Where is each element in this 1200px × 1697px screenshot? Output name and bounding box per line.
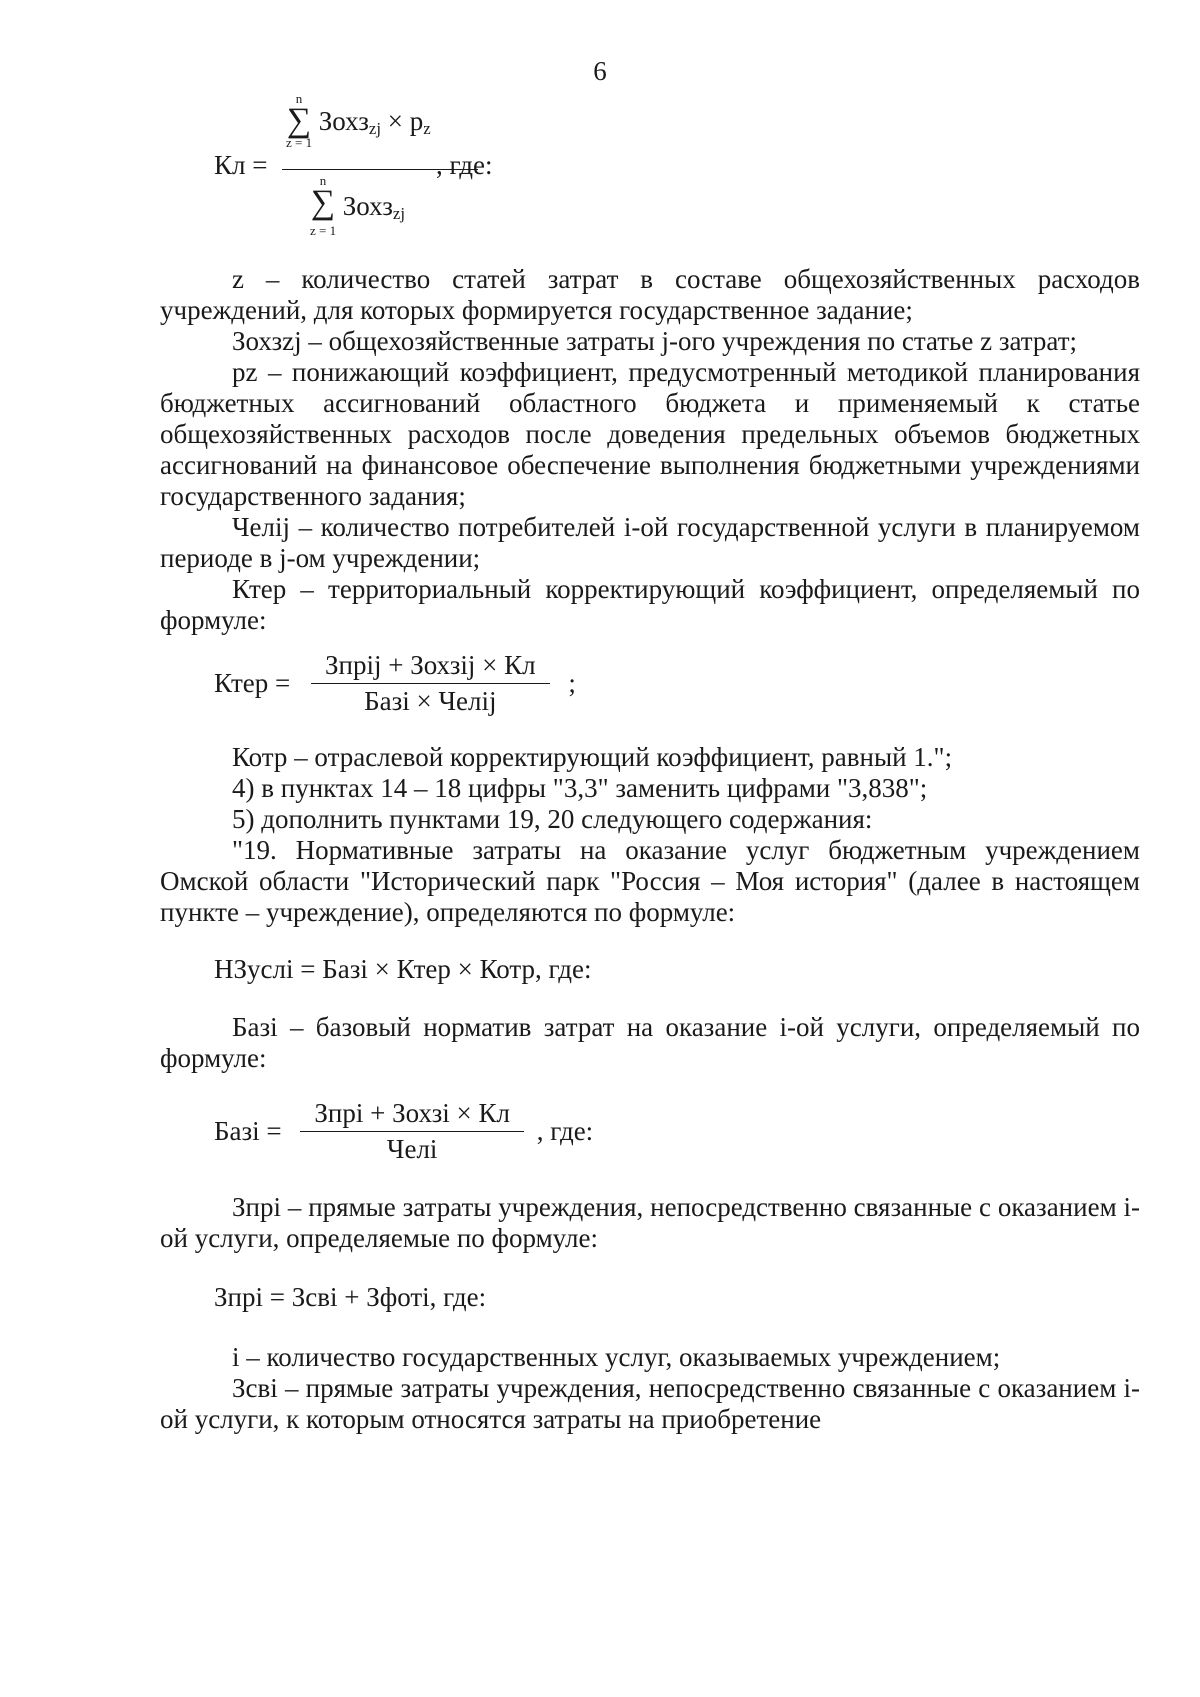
paragraph-kotr: Котр – отраслевой корректирующий коэффициент, равный 1."; (232, 742, 953, 772)
definitions-block-1 (160, 264, 1140, 636)
formula-baz-fraction (300, 1098, 524, 1165)
definition-z: z – количество статей затрат в составе общехозяйственных расходов учреждений, для которых формируется государственное задание; (160, 264, 1140, 325)
formula-kl-denominator (310, 174, 405, 238)
paragraph-item-4: 4) в пунктах 14 – 18 цифры "3,3" заменить цифрами "3,838"; (232, 773, 928, 803)
formula-kl-numerator (286, 92, 431, 150)
formula-kter-numerator: Зпрij + Зохзij × Кл (311, 650, 550, 684)
formula-baz-lhs: Базi = (214, 1116, 282, 1146)
sum-symbol: n ∑ z = 1 (286, 91, 313, 150)
paragraph-zpr-block (160, 1192, 1140, 1254)
formula-kter (214, 650, 576, 717)
formula-baz (214, 1098, 593, 1165)
formula-kter-fraction (311, 650, 550, 717)
formula-kl-num-term: Зохз$_{zj}$ × $p_z$ (318, 105, 431, 138)
definition-chel: Челij – количество потребителей i-ой государственной услуги в планируемом периоде в j-ом учреждении; (160, 512, 1140, 573)
paragraph-i: i – количество государственных услуг, оказываемых учреждением; (232, 1342, 1001, 1372)
formula-kter-lhs: Ктер = (214, 668, 291, 698)
paragraph-zsv: Зсвi – прямые затраты учреждения, непосредственно связанные с оказанием i-ой услуги, к которым относятся затраты на приобретение (160, 1373, 1140, 1434)
definition-pz: pz – понижающий коэффициент, предусмотренный методикой планирования бюджетных ассигнований областного бюджета и применяемый к статье общехозяйственных расходов после доведения предельных объемов бюджетных ассигнований на финансовое обеспечение выполнения бюджетными учреждениями государственного задания; (160, 357, 1140, 511)
sum-symbol: n ∑ z = 1 (310, 173, 337, 238)
paragraph-item-5: 5) дополнить пунктами 19, 20 следующего содержания: (232, 804, 873, 834)
formula-zpr: Зпрi = Зсвi + Зфотi, где: (214, 1282, 487, 1312)
sum-upper-limit: n (295, 91, 303, 106)
formula-baz-denominator: Челi (386, 1134, 438, 1164)
formula-nzusl: НЗуслi = Базi × Ктер × Котр, где: (214, 954, 592, 984)
paragraph-zpr: Зпрi – прямые затраты учреждения, непосредственно связанные с оказанием i-ой услуги, определяемые по формуле: (160, 1192, 1140, 1253)
paragraph-item-19: "19. Нормативные затраты на оказание услуг бюджетным учреждением Омской области "Исторический парк "Россия – Моя история" (далее в настоящем пункте – учреждение), определяются по формуле: (160, 835, 1140, 927)
formula-kl-den-term: Зохз$_{zj}$ (342, 190, 405, 223)
definition-zohz: Зохзzj – общехозяйственные затраты j-ого учреждения по статье z затрат; (232, 326, 1077, 356)
paragraphs-block-3 (160, 1342, 1140, 1435)
formula-kter-denominator: Базi × Челij (364, 686, 497, 716)
page-number: 6 (593, 56, 607, 86)
formula-kl (214, 150, 267, 181)
paragraph-baz-block (160, 1012, 1140, 1074)
sum-lower-limit: z = 1 (286, 135, 313, 150)
paragraph-baz: Базi – базовый норматив затрат на оказание i-ой услуги, определяемый по формуле: (160, 1012, 1140, 1073)
formula-baz-numerator: Зпрi + Зохзi × Кл (300, 1098, 524, 1132)
formula-kl-lhs: Кл = (214, 150, 268, 180)
definition-kter: Ктер – территориальный корректирующий коэффициент, определяемый по формуле: (160, 574, 1140, 635)
paragraphs-block-2 (160, 742, 1140, 928)
formula-kter-tail: ; (568, 668, 576, 698)
formula-kl-tail: , где: (436, 150, 493, 180)
formula-baz-tail: , где: (536, 1116, 594, 1146)
